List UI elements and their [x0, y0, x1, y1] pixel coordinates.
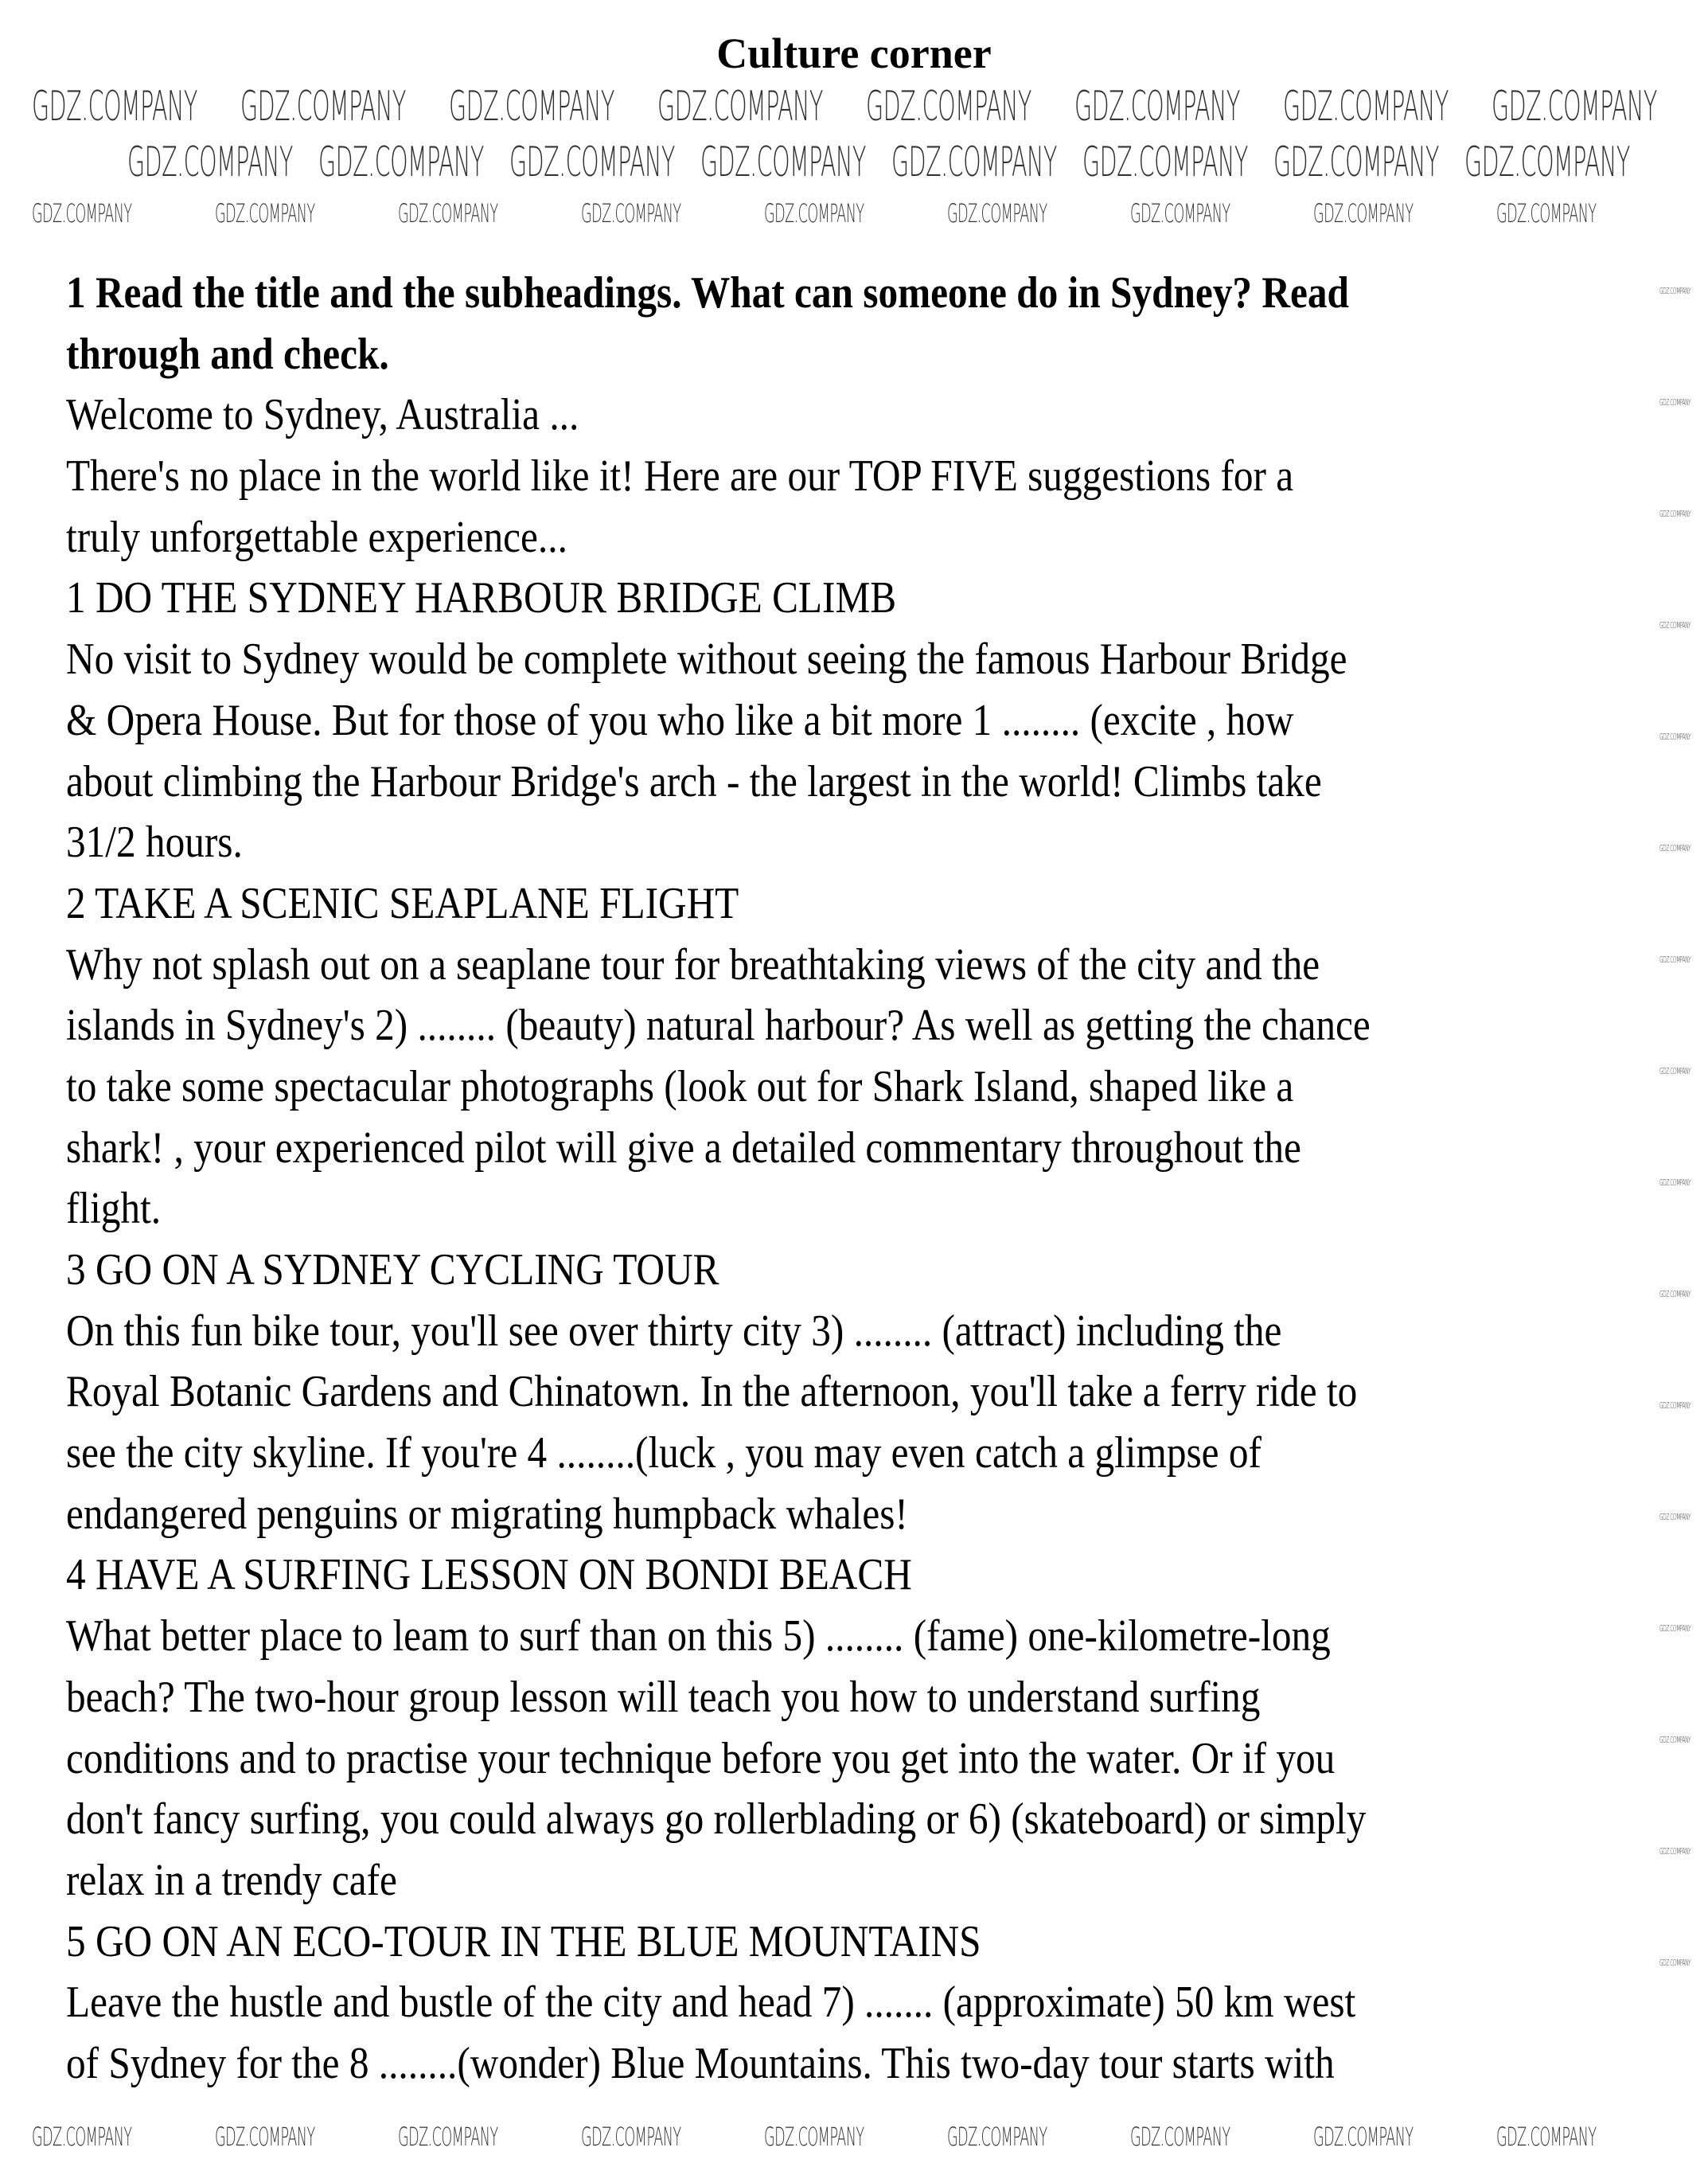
- watermark: GDZ.COMPANY: [240, 83, 406, 131]
- watermark: GDZ.COMPANY: [1659, 1400, 1691, 1411]
- text-line: Royal Botanic Gardens and Chinatown. In the afternoon, you'll take a ferry ride to: [66, 1367, 1358, 1417]
- watermark: GDZ.COMPANY: [32, 83, 197, 131]
- watermark: GDZ.COMPANY: [127, 139, 293, 186]
- watermark: GDZ.COMPANY: [32, 2122, 132, 2152]
- watermark: GDZ.COMPANY: [1130, 2122, 1230, 2152]
- text-line: flight.: [66, 1184, 162, 1234]
- text-line: Leave the hustle and bustle of the city and head 7) ....... (approximate) 50 km west: [66, 1978, 1356, 2028]
- watermark: GDZ.COMPANY: [215, 198, 315, 228]
- text-line: relax in a trendy cafe: [66, 1855, 397, 1905]
- watermark: GDZ.COMPANY: [1659, 286, 1691, 296]
- text-line: see the city skyline. If you're 4 ........(luck , you may even catch a glimpse of: [66, 1428, 1262, 1478]
- text-line: 3 GO ON A SYDNEY CYCLING TOUR: [66, 1245, 719, 1294]
- watermark: GDZ.COMPANY: [1283, 83, 1449, 131]
- watermark: GDZ.COMPANY: [1082, 139, 1248, 186]
- watermark: GDZ.COMPANY: [1659, 732, 1691, 742]
- watermark: GDZ.COMPANY: [32, 198, 132, 228]
- watermark: GDZ.COMPANY: [1659, 620, 1691, 631]
- watermark: GDZ.COMPANY: [1130, 198, 1230, 228]
- watermark: GDZ.COMPANY: [318, 139, 484, 186]
- watermark: GDZ.COMPANY: [1313, 2122, 1414, 2152]
- text-line: 4 HAVE A SURFING LESSON ON BONDI BEACH: [66, 1550, 912, 1600]
- watermark: GDZ.COMPANY: [1074, 83, 1240, 131]
- watermark: GDZ.COMPANY: [449, 83, 614, 131]
- watermark: GDZ.COMPANY: [947, 2122, 1047, 2152]
- watermark: GDZ.COMPANY: [1659, 397, 1691, 408]
- watermark: GDZ.COMPANY: [1659, 1066, 1691, 1076]
- text-line: There's no place in the world like it! Here are our TOP FIVE suggestions for a: [66, 451, 1294, 502]
- watermark: GDZ.COMPANY: [1659, 1289, 1691, 1299]
- text-line: islands in Sydney's 2) ........ (beauty) natural harbour? As well as getting the chance: [66, 1001, 1371, 1051]
- text-line: shark! , your experienced pilot will give a detailed commentary throughout the: [66, 1123, 1301, 1173]
- watermark: GDZ.COMPANY: [1496, 198, 1597, 228]
- watermark: GDZ.COMPANY: [1496, 2122, 1597, 2152]
- watermark: GDZ.COMPANY: [398, 198, 498, 228]
- text-line: & Opera House. But for those of you who like a bit more 1 ........ (excite , how: [66, 695, 1294, 745]
- watermark: GDZ.COMPANY: [657, 83, 823, 131]
- text-line: What better place to leam to surf than on this 5) ........ (fame) one-kilometre-long: [66, 1611, 1331, 1661]
- exercise-instruction-line: 1 Read the title and the subheadings. What can someone do in Sydney? Read: [66, 268, 1349, 318]
- watermark: GDZ.COMPANY: [509, 139, 675, 186]
- text-line: to take some spectacular photographs (look out for Shark Island, shaped like a: [66, 1061, 1294, 1111]
- watermark: GDZ.COMPANY: [1659, 1735, 1691, 1745]
- text-line: beach? The two-hour group lesson will teach you how to understand surfing: [66, 1672, 1261, 1722]
- text-line: truly unforgettable experience...: [66, 512, 567, 562]
- text-line: Why not splash out on a seaplane tour for breathtaking views of the city and the: [66, 939, 1320, 990]
- watermark: GDZ.COMPANY: [1273, 139, 1439, 186]
- watermark: GDZ.COMPANY: [1659, 1846, 1691, 1857]
- watermark: GDZ.COMPANY: [764, 198, 864, 228]
- watermark: GDZ.COMPANY: [764, 2122, 864, 2152]
- watermark: GDZ.COMPANY: [581, 198, 681, 228]
- watermark: GDZ.COMPANY: [1313, 198, 1414, 228]
- watermark: GDZ.COMPANY: [1659, 1958, 1691, 1968]
- text-line: No visit to Sydney would be complete without seeing the famous Harbour Bridge: [66, 635, 1347, 685]
- text-line: Welcome to Sydney, Australia ...: [66, 390, 579, 440]
- watermark: GDZ.COMPANY: [1659, 1623, 1691, 1634]
- text-line: 1 DO THE SYDNEY HARBOUR BRIDGE CLIMB: [66, 573, 897, 623]
- text-line: 31/2 hours.: [66, 818, 243, 868]
- watermark: GDZ.COMPANY: [1659, 1512, 1691, 1522]
- text-line: On this fun bike tour, you'll see over thirty city 3) ........ (attract) including the: [66, 1306, 1282, 1356]
- text-line: don't fancy surfing, you could always go rollerblading or 6) (skateboard) or simply: [66, 1794, 1367, 1845]
- watermark: GDZ.COMPANY: [947, 198, 1047, 228]
- watermark: GDZ.COMPANY: [1659, 509, 1691, 519]
- watermark: GDZ.COMPANY: [1659, 843, 1691, 853]
- article-body: [66, 263, 1548, 2095]
- watermark: GDZ.COMPANY: [398, 2122, 498, 2152]
- watermark: GDZ.COMPANY: [1659, 1177, 1691, 1188]
- watermark: GDZ.COMPANY: [1659, 955, 1691, 965]
- text-line: 5 GO ON AN ECO-TOUR IN THE BLUE MOUNTAINS: [66, 1916, 981, 1966]
- page-title: Culture corner: [716, 29, 992, 77]
- watermark: GDZ.COMPANY: [866, 83, 1031, 131]
- watermark: GDZ.COMPANY: [581, 2122, 681, 2152]
- text-line: conditions and to practise your technique before you get into the water. Or if you: [66, 1733, 1336, 1783]
- text-line: endangered penguins or migrating humpback whales!: [66, 1489, 908, 1539]
- text-line: 2 TAKE A SCENIC SEAPLANE FLIGHT: [66, 878, 739, 928]
- exercise-instruction-line: through and check.: [66, 329, 389, 379]
- watermark: GDZ.COMPANY: [700, 139, 866, 186]
- text-line: about climbing the Harbour Bridge's arch - the largest in the world! Climbs take: [66, 756, 1322, 806]
- watermark: GDZ.COMPANY: [215, 2122, 315, 2152]
- watermark: GDZ.COMPANY: [891, 139, 1057, 186]
- text-line: of Sydney for the 8 ........(wonder) Blue Mountains. This two-day tour starts with: [66, 2038, 1335, 2088]
- watermark: GDZ.COMPANY: [1464, 139, 1630, 186]
- watermark: GDZ.COMPANY: [1492, 83, 1657, 131]
